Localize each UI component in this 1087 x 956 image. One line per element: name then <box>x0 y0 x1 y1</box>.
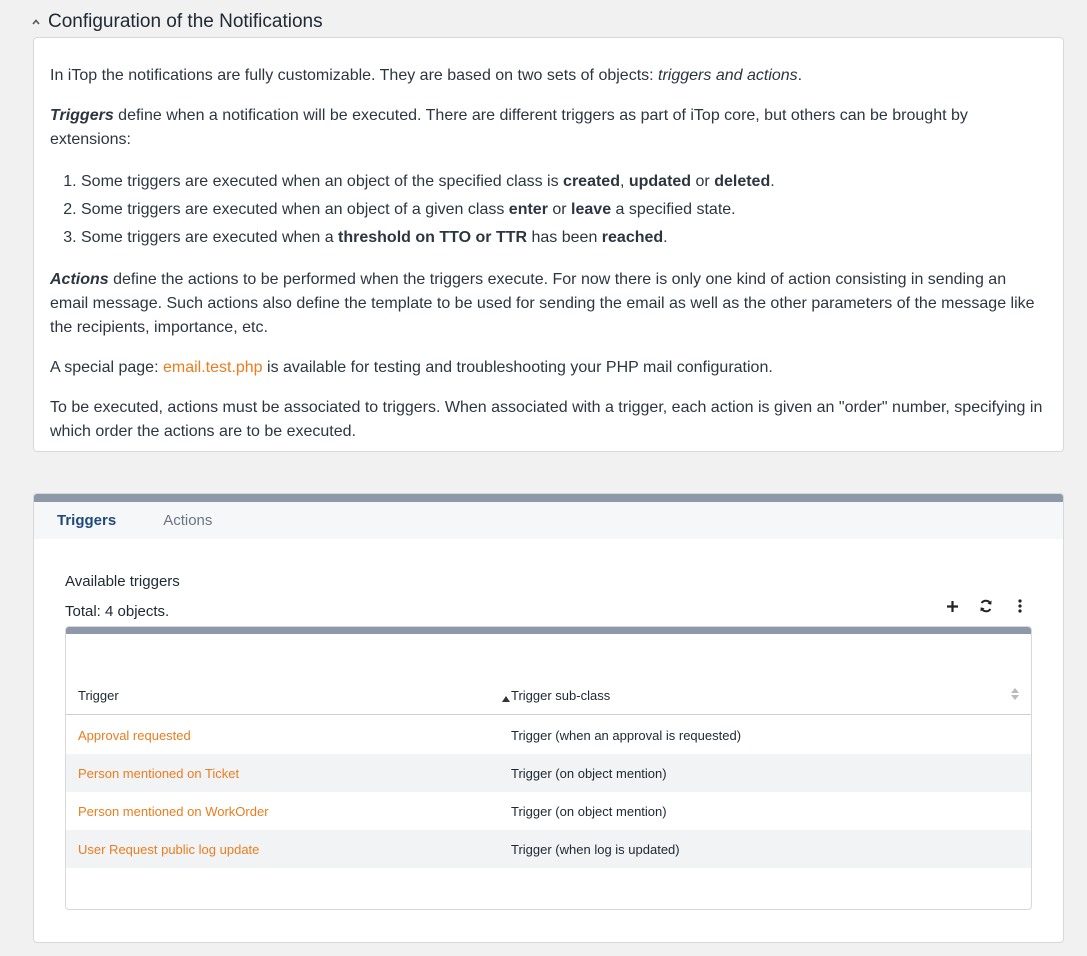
available-triggers-title: Available triggers <box>65 573 180 590</box>
table-row <box>66 830 1031 868</box>
triggers-paragraph: Triggers define when a notification will be executed. There are different triggers as part of iTop core, but others can be brought by extensions: <box>50 107 968 148</box>
column-header-trigger[interactable]: Trigger <box>78 675 498 715</box>
notifications-description <box>33 37 1064 452</box>
actions-paragraph: Actions define the actions to be performed when the triggers execute. For now there is only one kind of action consisting in sending an email message. Such actions also define the template to be used for sending the email as well as the other parameters of the message like the recipients, importance, etc. <box>50 271 1035 336</box>
chevron-up-icon[interactable] <box>30 16 42 28</box>
trigger-subclass: Trigger (when an approval is requested) <box>511 727 742 743</box>
trigger-link[interactable]: Person mentioned on WorkOrder <box>78 803 269 819</box>
list-item: 1. Some triggers are executed when an object of the specified class is created, updated or deleted. <box>81 168 1047 196</box>
table-toolbar <box>943 597 1029 615</box>
tab-bar <box>34 502 1063 539</box>
triggers-table <box>65 626 1032 910</box>
trigger-subclass: Trigger (on object mention) <box>511 765 667 781</box>
refresh-icon[interactable] <box>977 597 995 615</box>
trigger-subclass: Trigger (on object mention) <box>511 803 667 819</box>
table-row <box>66 792 1031 830</box>
table-row <box>66 716 1031 754</box>
email-test-link[interactable]: email.test.php <box>162 359 263 376</box>
tab-triggers[interactable]: Triggers <box>57 512 117 529</box>
section-title: Configuration of the Notifications <box>48 11 323 32</box>
table-body <box>66 716 1031 868</box>
panel-header-bar <box>34 494 1063 502</box>
sort-ascending-icon <box>502 690 510 705</box>
list-item: 3. Some triggers are executed when a threshold on TTO or TTR has been reached. <box>81 224 1047 252</box>
intro-paragraph: In iTop the notifications are fully customizable. They are based on two sets of objects: triggers and actions. <box>50 67 803 84</box>
order-paragraph: To be executed, actions must be associated to triggers. When associated with a trigger, each action is given an "order" number, specifying in which order the actions are to be executed. <box>50 399 1043 440</box>
trigger-link[interactable]: Person mentioned on Ticket <box>78 765 240 781</box>
trigger-subclass: Trigger (when log is updated) <box>511 841 680 857</box>
kebab-menu-icon[interactable] <box>1011 597 1029 615</box>
table-header <box>66 675 1031 715</box>
trigger-link[interactable]: Approval requested <box>78 727 191 743</box>
section-header[interactable] <box>30 10 323 34</box>
trigger-link[interactable]: User Request public log update <box>78 841 260 857</box>
column-header-subclass[interactable]: Trigger sub-class <box>511 675 1021 715</box>
tabs-panel <box>33 493 1064 943</box>
total-count: Total: 4 objects. <box>65 603 170 620</box>
sort-icon <box>1011 688 1019 703</box>
list-item: 2. Some triggers are executed when an object of a given class enter or leave a specified state. <box>81 196 1047 224</box>
test-page-paragraph: A special page: email.test.php is available for testing and troubleshooting your PHP mail configuration. <box>50 359 773 376</box>
tab-actions[interactable]: Actions <box>163 512 213 529</box>
table-row <box>66 754 1031 792</box>
trigger-types-list <box>81 168 1047 252</box>
table-header-bar <box>66 627 1031 634</box>
plus-icon[interactable] <box>943 597 961 615</box>
